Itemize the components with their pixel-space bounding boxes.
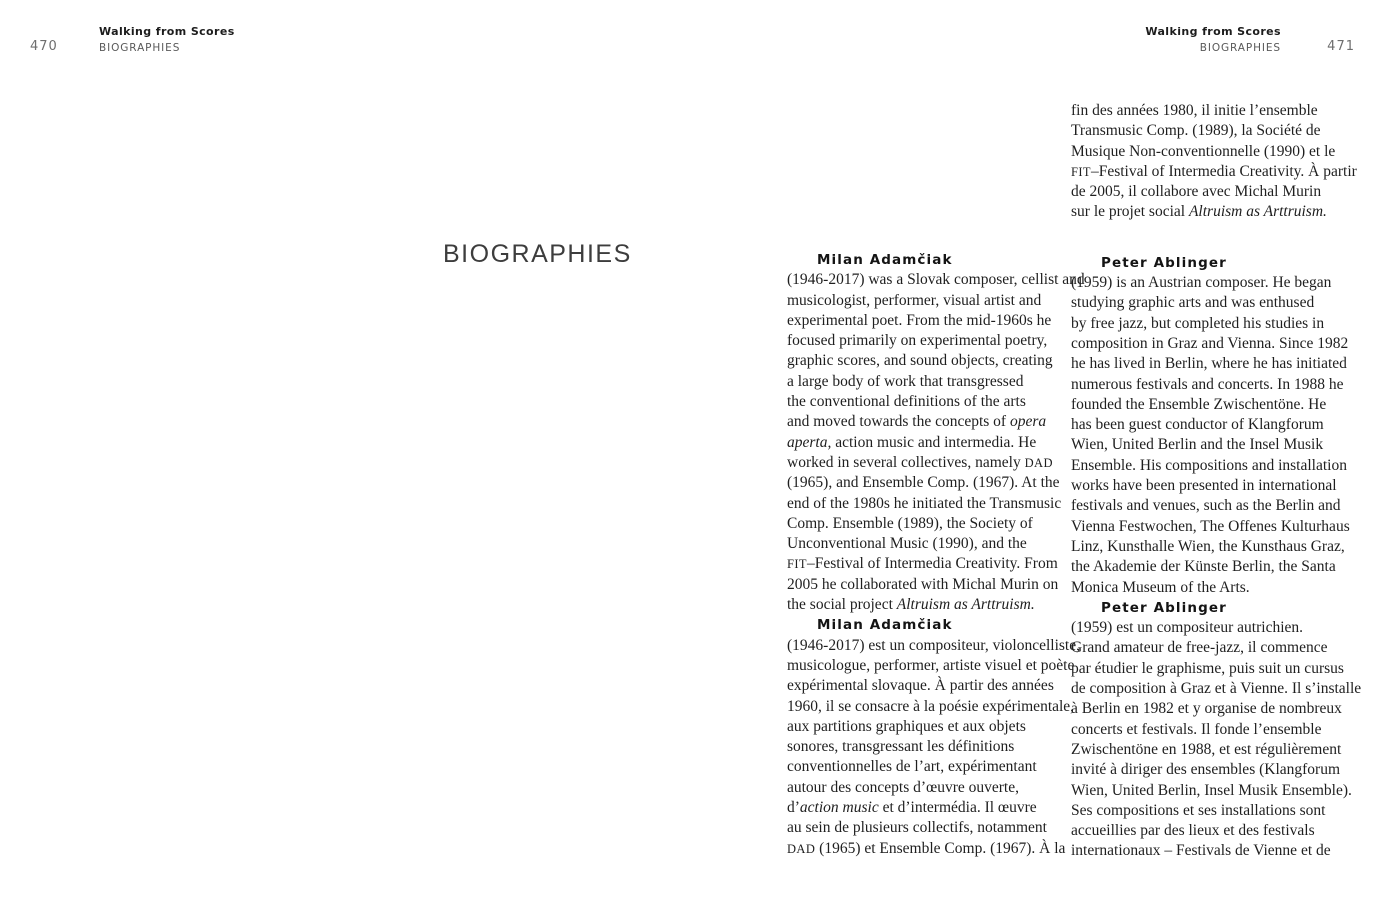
text-line: Ensemble. His compositions and installation xyxy=(1071,456,1347,474)
plain-text: the social project xyxy=(787,596,897,614)
plain-text: et d’intermédia. Il œuvre xyxy=(878,799,1037,817)
bio-heading: Milan Adamčiak xyxy=(817,617,953,634)
smallcaps-text: DAD xyxy=(787,841,816,856)
text-line: expérimental slovaque. À partir des années xyxy=(787,677,1054,695)
biography-column-right xyxy=(1071,101,1362,862)
biography-column-left xyxy=(787,250,1085,859)
text-line: festivals and venues, such as the Berlin and xyxy=(1071,497,1341,515)
plain-text: (1965) et Ensemble Comp. (1967). À la xyxy=(815,839,1066,857)
text-line: (1959) est un compositeur autrichien. xyxy=(1071,619,1304,637)
text-line: 2005 he collaborated with Michal Murin on xyxy=(787,575,1059,593)
plain-text: worked in several collectives, namely xyxy=(787,453,1025,471)
text-line: studying graphic arts and was enthused xyxy=(1071,294,1315,312)
bio-paragraph xyxy=(1071,101,1357,223)
text-line: a large body of work that transgressed xyxy=(787,372,1024,390)
text-line: Comp. Ensemble (1989), the Society of xyxy=(787,514,1033,532)
text-line: de 2005, il collabore avec Michal Murin xyxy=(1071,183,1322,201)
text-line xyxy=(787,798,1059,818)
text-line: (1946-2017) est un compositeur, violoncelliste, xyxy=(787,636,1080,654)
italic-text: action music xyxy=(799,799,879,817)
text-line: au sein de plusieurs collectifs, notamment xyxy=(787,819,1047,837)
text-line: concerts et festivals. Il fonde l’ensemble xyxy=(1071,720,1322,738)
text-line: composition in Graz and Vienna. Since 1982 xyxy=(1071,334,1349,352)
italic-text: aperta, xyxy=(787,433,832,451)
italic-text: Altruism as Arttruism. xyxy=(896,596,1035,614)
text-line xyxy=(787,453,1059,473)
bio-paragraph xyxy=(787,270,1085,615)
text-line: numerous festivals and concerts. In 1988 he xyxy=(1071,375,1344,393)
text-line: internationaux – Festivals de Vienne et de xyxy=(1071,842,1331,860)
text-line: founded the Ensemble Zwischentöne. He xyxy=(1071,395,1327,413)
smallcaps-text: DAD xyxy=(1024,455,1053,470)
right-running-head-subtitle: BIOGRAPHIES xyxy=(1199,42,1281,54)
text-line: 1960, il se consacre à la poésie expérimentale, xyxy=(787,697,1075,715)
plain-text: and moved towards the concepts of xyxy=(787,413,1010,431)
text-line: de composition à Graz et à Vienne. Il s’installe xyxy=(1071,680,1362,698)
text-line: Unconventional Music (1990), and the xyxy=(787,535,1027,553)
left-running-head xyxy=(99,25,235,54)
right-running-head-title: Walking from Scores xyxy=(1145,25,1281,38)
text-line: invité à diriger des ensembles (Klangforum xyxy=(1071,761,1341,779)
text-line xyxy=(787,554,1059,574)
text-line: Musique Non-conventionnelle (1990) et le xyxy=(1071,142,1336,160)
right-running-head xyxy=(1145,25,1281,54)
smallcaps-text: FIT xyxy=(1071,164,1091,179)
bio-paragraph xyxy=(1071,273,1350,598)
text-line: experimental poet. From the mid-1960s he xyxy=(787,311,1052,329)
text-line: (1959) is an Austrian composer. He began xyxy=(1071,274,1332,292)
text-line: Transmusic Comp. (1989), la Société de xyxy=(1071,122,1321,140)
text-line: Wien, United Berlin, Insel Musik Ensemble). xyxy=(1071,781,1352,799)
text-line: Zwischentöne en 1988, et est régulièrement xyxy=(1071,740,1342,758)
right-page-number: 471 xyxy=(1327,39,1355,54)
text-line: graphic scores, and sound objects, creating xyxy=(787,352,1053,370)
text-line: end of the 1980s he initiated the Transmusic xyxy=(787,494,1062,512)
italic-text: opera xyxy=(1009,413,1047,431)
text-line xyxy=(1071,202,1343,222)
text-line: accueillies par des lieux et des festivals xyxy=(1071,822,1315,840)
text-line: focused primarily on experimental poetry, xyxy=(787,332,1048,350)
smallcaps-text: FIT xyxy=(787,557,807,572)
text-line: fin des années 1980, il initie l’ensemble xyxy=(1071,102,1318,119)
text-line xyxy=(787,412,1059,432)
text-line: by free jazz, but completed his studies in xyxy=(1071,314,1325,332)
left-running-head-subtitle: BIOGRAPHIES xyxy=(99,42,181,54)
text-line: works have been presented in international xyxy=(1071,477,1337,495)
bio-heading: Peter Ablinger xyxy=(1101,599,1227,616)
text-line: the Akademie der Künste Berlin, the Santa xyxy=(1071,558,1336,576)
text-line: à Berlin en 1982 et y organise de nombreux xyxy=(1071,700,1342,718)
text-line: Monica Museum of the Arts. xyxy=(1071,578,1250,596)
italic-text: Altruism as Arttruism. xyxy=(1188,203,1327,221)
text-line: Grand amateur de free-jazz, il commence xyxy=(1071,639,1328,657)
bio-heading: Milan Adamčiak xyxy=(817,252,953,268)
text-line: autour des concepts d’œuvre ouverte, xyxy=(787,778,1019,796)
text-line: (1946-2017) was a Slovak composer, cellist and xyxy=(787,271,1085,289)
text-line: Wien, United Berlin and the Insel Musik xyxy=(1071,436,1324,454)
text-line: sonores, transgressant les définitions xyxy=(787,738,1015,756)
text-line: par étudier le graphisme, puis suit un cursus xyxy=(1071,659,1344,677)
text-line: Linz, Kunsthalle Wien, the Kunsthaus Graz, xyxy=(1071,537,1345,555)
plain-text: sur le projet social xyxy=(1071,203,1189,221)
plain-text: –Festival of Intermedia Creativity. À partir xyxy=(1090,162,1357,180)
text-line: the conventional definitions of the arts xyxy=(787,393,1026,411)
plain-text: d’ xyxy=(787,799,800,817)
left-page-number: 470 xyxy=(30,39,58,54)
text-line: musicologist, performer, visual artist and xyxy=(787,291,1042,309)
section-title: BIOGRAPHIES xyxy=(443,240,632,268)
text-line: conventionnelles de l’art, expérimentant xyxy=(787,758,1037,776)
text-line: has been guest conductor of Klangforum xyxy=(1071,416,1324,434)
text-line: Ses compositions et ses installations sont xyxy=(1071,801,1326,819)
text-line xyxy=(787,433,1059,453)
bio-paragraph xyxy=(1071,618,1362,862)
text-line: musicologue, performer, artiste visuel et poète xyxy=(787,656,1075,674)
text-line: aux partitions graphiques et aux objets xyxy=(787,717,1026,735)
text-line xyxy=(787,839,1066,859)
left-running-head-title: Walking from Scores xyxy=(99,25,235,38)
bio-paragraph xyxy=(787,636,1080,859)
text-line: Vienna Festwochen, The Offenes Kulturhaus xyxy=(1071,517,1350,535)
plain-text: –Festival of Intermedia Creativity. From xyxy=(806,555,1058,573)
bio-heading: Peter Ablinger xyxy=(1101,254,1227,271)
text-line xyxy=(1071,162,1357,182)
plain-text: action music and intermedia. He xyxy=(831,433,1037,451)
text-line xyxy=(787,595,1059,615)
text-line: he has lived in Berlin, where he has initiated xyxy=(1071,355,1347,373)
text-line: (1965), and Ensemble Comp. (1967). At the xyxy=(787,474,1060,492)
